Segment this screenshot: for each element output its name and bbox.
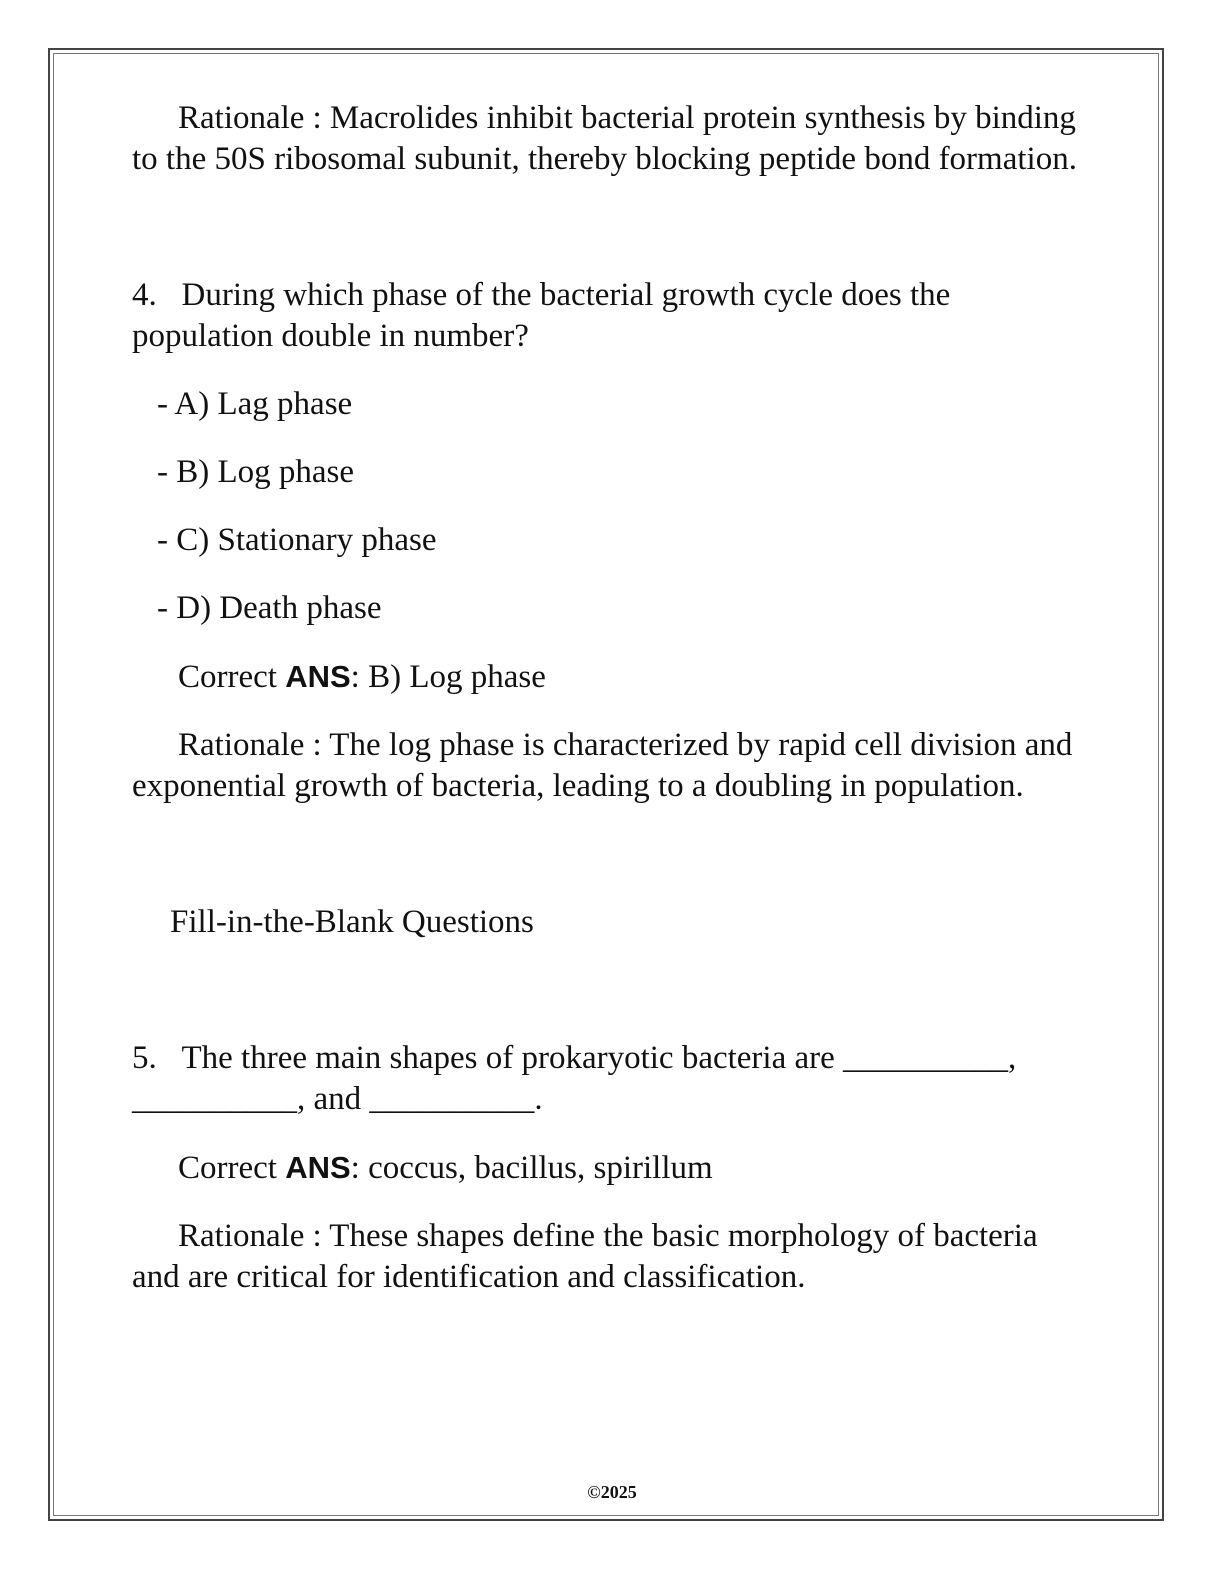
q5-number: 5. — [132, 1040, 157, 1076]
q3-rationale-label: Rationale — [178, 100, 305, 136]
q4-option-c: - C) Stationary phase — [157, 522, 437, 558]
q4-rationale-label: Rationale — [178, 727, 305, 763]
q5-answer — [132, 1147, 1092, 1189]
section-heading: Fill-in-the-Blank Questions — [170, 904, 534, 940]
q5-answer-value: : coccus, bacillus, spirillum — [350, 1150, 713, 1186]
q3-rationale — [132, 98, 1092, 180]
q4-rationale-text: : The log phase is characterized by rapid cell division and exponential growth of bacteria, leading to a doubling in population. — [132, 727, 1073, 804]
document-body — [132, 98, 1092, 1298]
q4-question — [132, 275, 1092, 357]
q5-answer-prefix: Correct — [178, 1150, 277, 1186]
q4-answer-label: ANS — [285, 659, 351, 694]
q4-rationale — [132, 725, 1092, 807]
q5-rationale-text: : These shapes define the basic morphology of bacteria and are critical for identification and classification. — [132, 1218, 1038, 1295]
q4-option-b: - B) Log phase — [157, 454, 355, 490]
q4-option-a: - A) Lag phase — [157, 386, 353, 422]
q4-option-d: - D) Death phase — [157, 590, 382, 626]
q5-rationale-label: Rationale — [178, 1218, 305, 1254]
q5-rationale — [132, 1216, 1092, 1298]
q4-answer-value: : B) Log phase — [350, 659, 546, 695]
q4-question-text: During which phase of the bacterial growth cycle does the population double in number? — [132, 277, 951, 354]
q4-answer-prefix: Correct — [178, 659, 277, 695]
q3-rationale-text: : Macrolides inhibit bacterial protein synthesis by binding to the 50S ribosomal subunit, thereby blocking peptide bond formation. — [132, 100, 1077, 177]
q5-answer-label: ANS — [285, 1150, 351, 1185]
q5-question — [132, 1038, 1092, 1120]
q4-answer — [132, 656, 1092, 698]
q5-question-text: The three main shapes of prokaryotic bacteria are __________, __________, and __________. — [132, 1040, 1017, 1117]
q4-number: 4. — [132, 277, 157, 313]
copyright-footer: ©2025 — [587, 1482, 637, 1502]
